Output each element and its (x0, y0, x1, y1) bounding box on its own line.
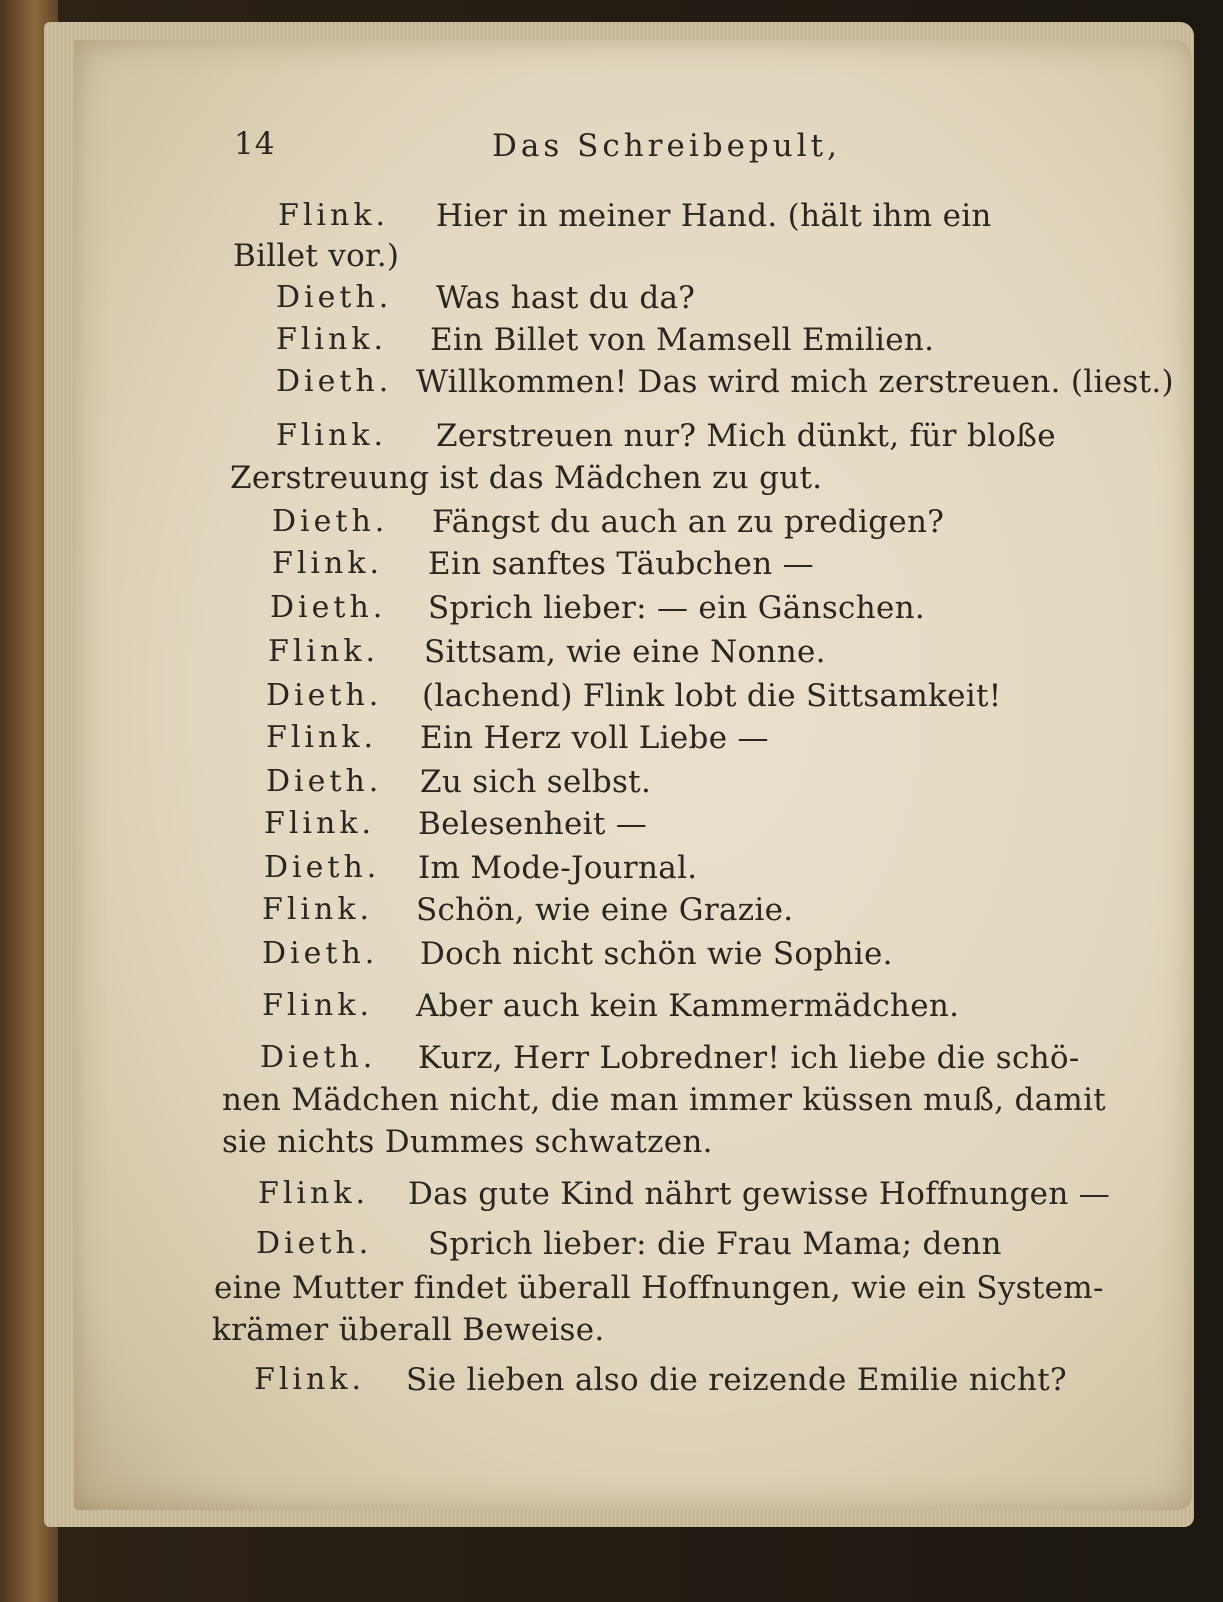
speaker-label: Dieth. (262, 936, 379, 971)
dialogue-line: Belesenheit — (418, 806, 648, 842)
dialogue-line: Ein Billet von Mamsell Emilien. (430, 322, 935, 358)
speaker-label: Flink. (268, 634, 380, 669)
speaker-label: Flink. (276, 418, 388, 453)
dialogue-line: Doch nicht schön wie Sophie. (420, 936, 893, 972)
dialogue-line: Das gute Kind nährt gewisse Hoffnungen — (408, 1176, 1111, 1212)
dialogue-line: Zerstreuen nur? Mich dünkt, für bloße (436, 418, 1056, 454)
dialogue-line: Was hast du da? (436, 280, 696, 316)
dialogue-line: Schön, wie eine Grazie. (416, 892, 794, 928)
dialogue-line: (lachend) Flink lobt die Sittsamkeit! (422, 678, 1002, 714)
dialogue-line: Aber auch kein Kammermädchen. (416, 988, 960, 1024)
dialogue-line: Sprich lieber: — ein Gänschen. (428, 590, 926, 626)
speaker-label: Dieth. (270, 590, 387, 625)
speaker-label: Dieth. (266, 678, 383, 713)
dialogue-line: Zu sich selbst. (420, 764, 652, 800)
speaker-label: Dieth. (272, 504, 389, 539)
dialogue-line: Im Mode-Journal. (418, 850, 698, 886)
speaker-label: Flink. (254, 1362, 366, 1397)
speaker-label: Dieth. (260, 1040, 377, 1075)
speaker-label: Flink. (262, 988, 374, 1023)
dialogue-line: krämer überall Beweise. (212, 1312, 605, 1348)
dialogue-line: Billet vor.) (233, 238, 400, 274)
speaker-label: Flink. (264, 806, 376, 841)
dialogue-line: eine Mutter findet überall Hoffnungen, wie ein System- (214, 1270, 1104, 1306)
speaker-label: Flink. (266, 720, 378, 755)
dialogue-line: Zerstreuung ist das Mädchen zu gut. (230, 460, 823, 496)
speaker-label: Dieth. (264, 850, 381, 885)
dialogue-line: Hier in meiner Hand. (hält ihm ein (436, 198, 992, 234)
page-number: 14 (234, 126, 276, 162)
running-header: Das Schreibepult, (492, 128, 841, 164)
dialogue-line: Kurz, Herr Lobredner! ich liebe die schö- (418, 1040, 1080, 1076)
dialogue-line: Sittsam, wie eine Nonne. (424, 634, 826, 670)
dialogue-line: Sie lieben also die reizende Emilie nicht? (406, 1362, 1067, 1398)
dialogue-line: Ein sanftes Täubchen — (428, 546, 814, 582)
speaker-label: Flink. (262, 892, 374, 927)
speaker-label: Dieth. (276, 364, 393, 399)
dialogue-line: Willkommen! Das wird mich zerstreuen. (liest.) (416, 364, 1174, 400)
dialogue-line: Fängst du auch an zu predigen? (432, 504, 945, 540)
speaker-label: Dieth. (256, 1226, 373, 1261)
dialogue-line: Ein Herz voll Liebe — (420, 720, 769, 756)
speaker-label: Dieth. (266, 764, 383, 799)
dialogue-line: Sprich lieber: die Frau Mama; denn (428, 1226, 1002, 1262)
speaker-label: Flink. (272, 546, 384, 581)
dialogue-line: nen Mädchen nicht, die man immer küssen muß, damit (222, 1082, 1107, 1118)
speaker-label: Dieth. (276, 280, 393, 315)
speaker-label: Flink. (278, 198, 390, 233)
speaker-label: Flink. (276, 322, 388, 357)
dialogue-line: sie nichts Dummes schwatzen. (222, 1124, 713, 1160)
speaker-label: Flink. (258, 1176, 370, 1211)
